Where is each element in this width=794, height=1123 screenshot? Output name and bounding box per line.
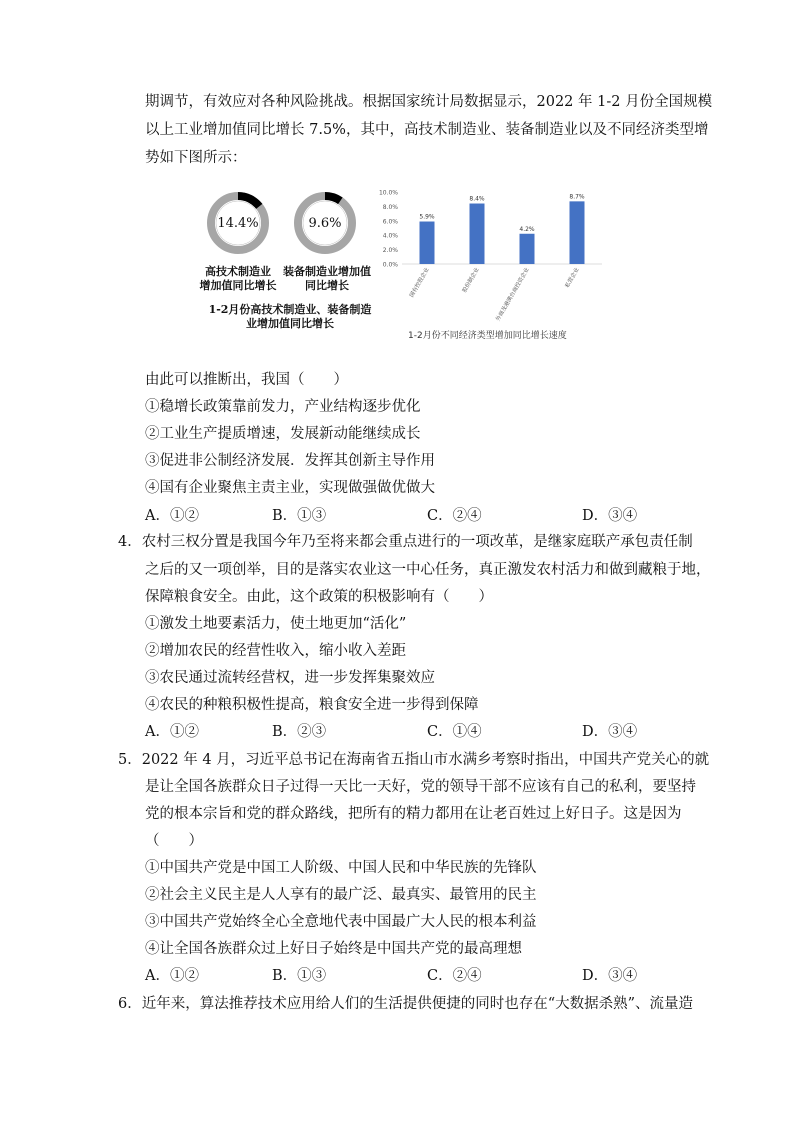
q3-option-a[interactable]: A．①② [145,508,199,524]
q3-stem: 由此可以推断出，我国（ ） [145,372,348,388]
q4-item-3: ③农民通过流转经营权，进一步发挥集聚效应 [145,670,435,686]
y-tick-label: 10.0% [378,189,398,197]
x-category-label: 国有控股企业 [409,267,431,299]
y-tick-label: 6.0% [382,218,398,226]
bar-value-label: 5.9% [419,213,435,221]
q5-option-b[interactable]: B．①③ [272,968,327,984]
q6-line-1: 6．近年来，算法推荐技术应用给人们的生活提供便捷的同时也存在“大数据杀熟”、流量造 [118,996,694,1012]
q4-line-2: 之后的又一项创举，目的是落实农业这一中心任务，真正激发农村活力和做到藏粮于地， [145,562,711,578]
intro-line-1: 期调节，有效应对各种风险挑战。根据国家统计局数据显示，2022 年 1-2 月份全国规模 [145,94,713,110]
donut-equipment [292,190,358,256]
q3-option-c[interactable]: C．②④ [427,508,482,524]
bar-chart [372,184,612,326]
chart-title: 1-2月份不同经济类型增加同比增长速度 [408,331,567,341]
donut-equipment-value: 9.6% [308,215,342,231]
q5-option-a[interactable]: A．①② [145,968,199,984]
q4-item-4: ④农民的种粮积极性提高，粮食安全进一步得到保障 [145,697,479,713]
q3-item-3: ③促进非公制经济发展．发挥其创新主导作用 [145,453,435,469]
q4-option-b[interactable]: B．②③ [272,724,327,740]
y-tick-label: 8.0% [382,203,398,211]
x-category-label: 外商及港澳台商投资企业 [495,267,531,323]
q5-item-3: ③中国共产党始终全心全意地代表中国最广大人民的根本利益 [145,914,537,930]
q4-option-c[interactable]: C．①④ [427,724,482,740]
bar [420,222,435,264]
bar-value-label: 8.7% [569,193,585,201]
bar-value-label: 4.2% [519,225,535,233]
q4-item-2: ②增加农民的经营性收入，缩小收入差距 [145,643,406,659]
bar [520,234,535,264]
donut-high-tech-caption-2: 增加值同比增长 [199,279,277,292]
q4-item-1: ①激发土地要素活力，使土地更加“活化” [145,616,407,632]
q5-line-2: 是让全国各族群众日子过得一天比一天好，党的领导干部不应该有自己的私利，要坚持 [145,779,696,795]
q3-option-b[interactable]: B．①③ [272,508,327,524]
y-tick-label: 2.0% [382,247,398,255]
x-category-label: 私营企业 [564,267,581,290]
donut-high-tech [205,190,271,256]
q4-option-d[interactable]: D．③④ [582,724,638,740]
q5-option-c[interactable]: C．②④ [427,968,482,984]
q5-item-2: ②社会主义民主是人人享有的最广泛、最真实、最管用的民主 [145,887,537,903]
q4-option-a[interactable]: A．①② [145,724,199,740]
y-tick-label: 0.0% [382,261,398,269]
q4-line-3: 保障粮食安全。由此，这个政策的积极影响有（ ） [145,589,493,605]
donut-high-tech-caption-1: 高技术制造业 [205,265,271,278]
y-tick-label: 4.0% [382,232,398,240]
figure-left-caption-2: 业增加值同比增长 [246,317,334,330]
bar [470,204,485,264]
q3-item-4: ④国有企业聚焦主责主业，实现做强做优做大 [145,480,435,496]
donut-equipment-caption-2: 同比增长 [305,279,349,292]
bar-value-label: 8.4% [469,195,485,203]
bar [570,201,585,264]
q3-option-d[interactable]: D．③④ [582,508,638,524]
q3-item-2: ②工业生产提质增速，发展新动能继续成长 [145,426,421,442]
q5-line-1: 5．2022 年 4 月，习近平总书记在海南省五指山市水满乡考察时指出，中国共产党关心的就 [118,752,710,768]
q3-item-1: ①稳增长政策靠前发力，产业结构逐步优化 [145,399,421,415]
intro-line-2: 以上工业增加值同比增长 7.5%，其中，高技术制造业、装备制造业以及不同经济类型增 [145,122,709,138]
donut-high-tech-value: 14.4% [217,215,259,231]
x-category-label: 股份制企业 [461,267,481,294]
q5-line-3: 党的根本宗旨和党的群众路线，把所有的精力都用在让老百姓过上好日子。这是因为 [145,806,682,822]
q4-line-1: 4．农村三权分置是我国今年乃至将来都会重点进行的一项改革，是继家庭联产承包责任制 [118,534,693,550]
figure-left-caption-1: 1-2月份高技术制造业、装备制造 [208,303,372,316]
q5-option-d[interactable]: D．③④ [582,968,638,984]
q5-item-4: ④让全国各族群众过上好日子始终是中国共产党的最高理想 [145,941,522,957]
intro-line-3: 势如下图所示： [145,150,247,166]
q5-item-1: ①中国共产党是中国工人阶级、中国人民和中华民族的先锋队 [145,860,537,876]
donut-equipment-caption-1: 装备制造业增加值 [283,265,371,278]
q5-line-4: （ ） [145,833,203,849]
